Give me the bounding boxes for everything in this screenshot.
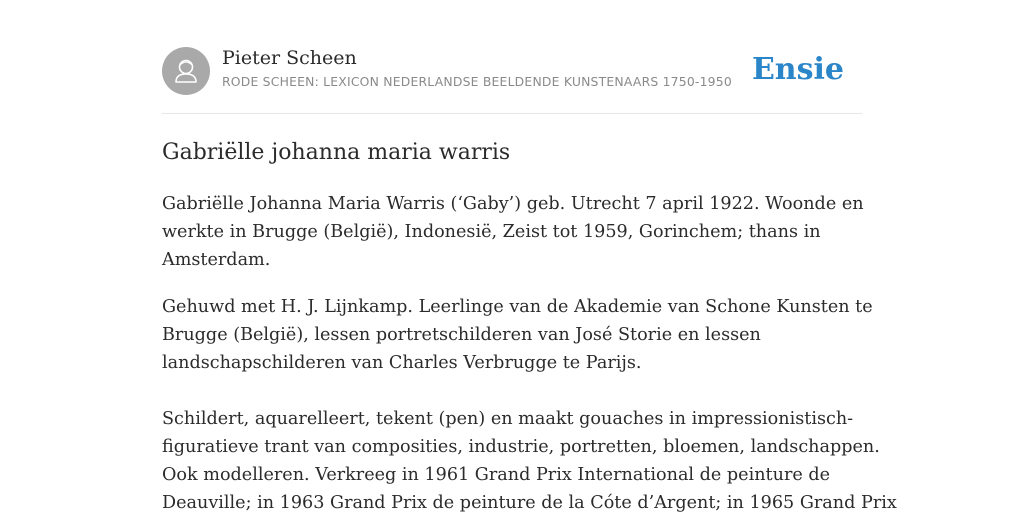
user-icon: [162, 47, 210, 95]
paragraph-line: Ook modelleren. Verkreeg in 1961 Grand Prix International de peinture de: [162, 465, 831, 485]
source-label[interactable]: RODE SCHEEN: LEXICON NEDERLANDSE BEELDENDE KUNSTENAARS 1750-1950: [222, 74, 732, 89]
paragraph-line: Schildert, aquarelleert, tekent (pen) en maakt gouaches in impressionistisch-: [162, 409, 854, 429]
article-title: Gabriëlle johanna maria warris: [162, 140, 511, 165]
paragraph-line: Deauville; in 1963 Grand Prix de peinture de la Cóte d’Argent; in 1965 Grand Prix: [162, 493, 897, 512]
paragraph-1: [162, 190, 862, 274]
author-avatar[interactable]: [162, 47, 210, 95]
ensie-logo[interactable]: Ensie: [751, 52, 844, 87]
paragraph-3: [162, 405, 897, 512]
paragraph-line: Amsterdam.: [162, 250, 271, 270]
paragraph-line: werkte in Brugge (België), Indonesië, Zeist tot 1959, Gorinchem; thans in: [162, 222, 821, 242]
paragraph-line: figuratieve trant van composities, industrie, portretten, bloemen, landschappen.: [162, 437, 880, 457]
paragraph-2: [162, 293, 873, 377]
paragraph-line: Brugge (België), lessen portretschilderen van José Storie en lessen: [162, 325, 761, 345]
paragraph-line: Gabriëlle Johanna Maria Warris (‘Gaby’) geb. Utrecht 7 april 1922. Woonde en: [162, 194, 864, 214]
paragraph-line: landschapschilderen van Charles Verbrugge te Parijs.: [162, 353, 642, 373]
paragraph-line: Gehuwd met H. J. Lijnkamp. Leerlinge van de Akademie van Schone Kunsten te: [162, 297, 873, 317]
article-header: [162, 46, 862, 114]
author-name[interactable]: Pieter Scheen: [222, 47, 357, 69]
